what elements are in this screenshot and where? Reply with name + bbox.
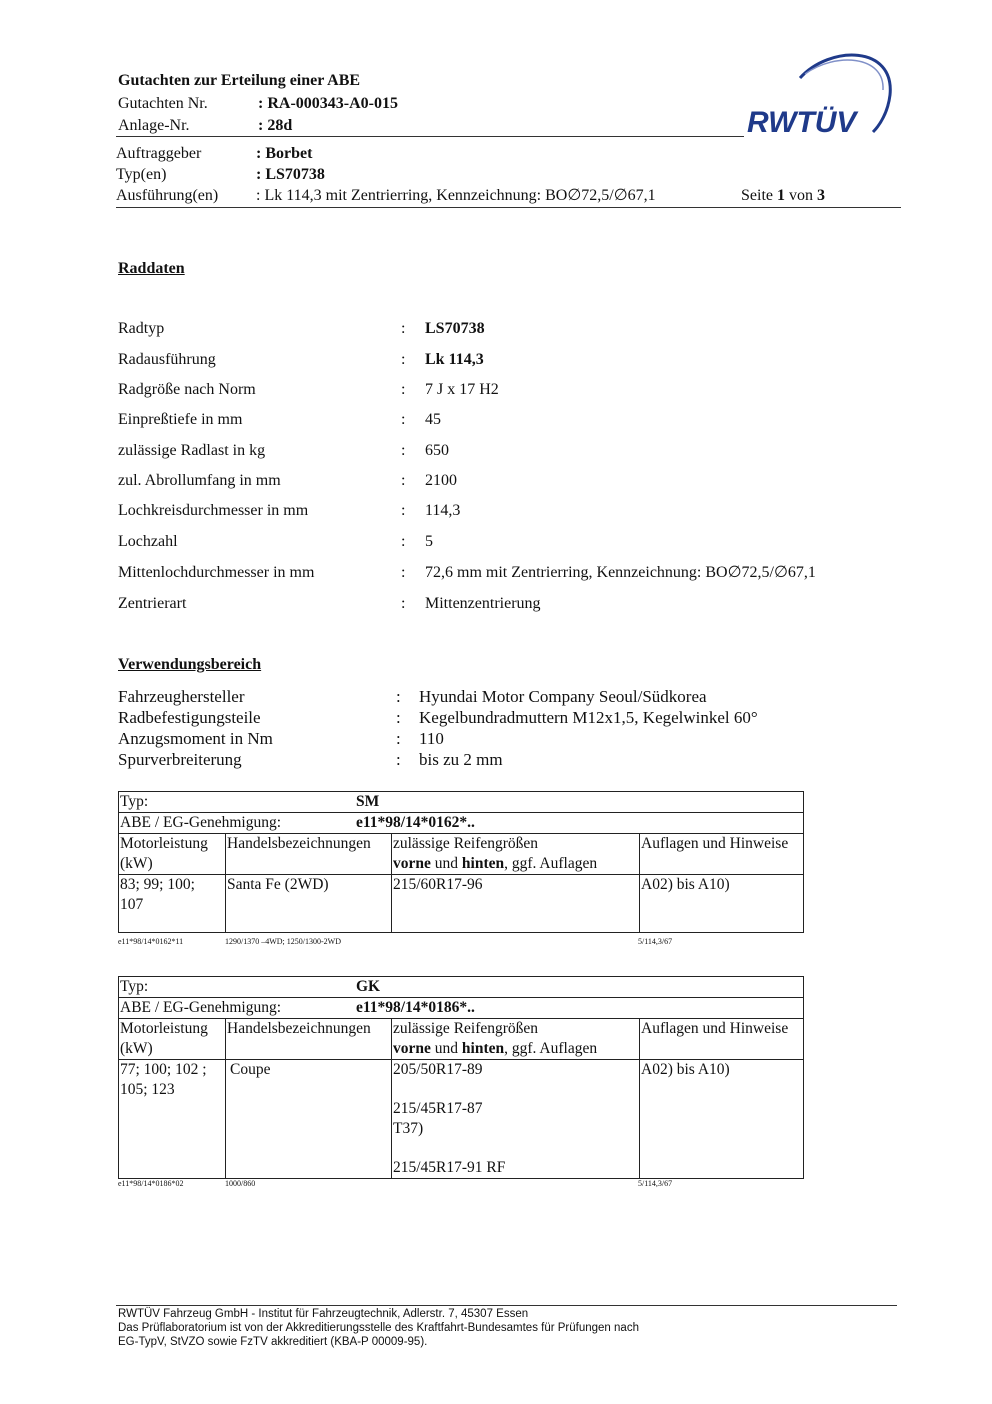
tyre-size: 215/45R17-91 RF <box>393 1159 506 1176</box>
row-colon: : <box>401 472 406 489</box>
col-reifen-header <box>392 834 640 875</box>
footer-line: Das Prüflaboratorium ist von der Akkreditierungsstelle des Kraftfahrt-Bundesamtes für Prüfungen nach <box>118 1322 639 1334</box>
typ-label: Typ: <box>120 978 149 995</box>
cell-text: Coupe <box>230 1061 271 1078</box>
row-label: Radgröße nach Norm <box>118 381 256 398</box>
row-value: Mittenzentrierung <box>425 595 541 612</box>
row-value: 45 <box>425 411 441 428</box>
row-label: Radausführung <box>118 351 216 368</box>
footer-line: EG-TypV, StVZO sowie FzTV akkreditiert (KBA-P 00009-95). <box>118 1336 428 1348</box>
table-footnote: 1000/860 <box>225 1179 256 1188</box>
anlage-row <box>118 115 292 136</box>
row-value: bis zu 2 mm <box>419 750 503 769</box>
row-colon: : <box>401 533 406 550</box>
footer-divider <box>116 1305 897 1306</box>
col-header-text: Motorleistung <box>120 835 208 852</box>
row-colon: : <box>401 502 406 519</box>
cell-text: 83; 99; 100; <box>120 876 195 893</box>
tyre-size: 205/50R17-89 <box>393 1061 483 1078</box>
row-value: 110 <box>419 729 444 748</box>
cell-text: 107 <box>120 896 144 913</box>
row-label: zulässige Radlast in kg <box>118 442 266 459</box>
table-footnote: e11*98/14*0186*02 <box>118 1179 184 1188</box>
logo-text: RWTÜV <box>747 106 857 139</box>
col-motor-header <box>119 834 226 875</box>
col-header-text: Motorleistung <box>120 1020 208 1037</box>
cell-text: 77; 100; 102 ; <box>120 1061 207 1078</box>
abe-label: ABE / EG-Genehmigung: <box>120 814 282 831</box>
row-label: Lochkreisdurchmesser in mm <box>118 502 309 519</box>
row-value: Hyundai Motor Company Seoul/Südkorea <box>419 687 707 706</box>
table-footnote: 5/114,3/67 <box>638 937 673 946</box>
ausfuehrung-label: Ausführung(en) <box>116 187 219 204</box>
typ-value: SM <box>356 793 380 810</box>
row-label: Fahrzeughersteller <box>118 687 245 706</box>
row-value: 2100 <box>425 472 457 489</box>
anlage-value: : 28d <box>258 117 293 134</box>
row-colon: : <box>401 595 406 612</box>
row-label: Mittenlochdurchmesser in mm <box>118 564 315 581</box>
row-value: 5 <box>425 533 433 550</box>
row-value: LS70738 <box>425 320 485 337</box>
typen-value: : LS70738 <box>256 166 325 183</box>
cell-text: 105; 123 <box>120 1081 175 1098</box>
col-handel-header: Handelsbezeichnungen <box>226 834 392 875</box>
table-footnote: e11*98/14*0162*11 <box>118 937 184 946</box>
handel-cell: Santa Fe (2WD) <box>226 875 392 933</box>
auftraggeber-value: : Borbet <box>256 145 313 162</box>
row-value: 72,6 mm mit Zentrierring, Kennzeichnung: BO∅72,5/∅67,1 <box>425 564 816 581</box>
abe-label: ABE / EG-Genehmigung: <box>120 999 282 1016</box>
auflagen-cell: A02) bis A10) <box>640 1060 804 1179</box>
typ-value: GK <box>356 978 381 995</box>
typ-cell <box>119 792 804 813</box>
typen-label: Typ(en) <box>116 166 167 183</box>
ausfuehrung-row <box>116 186 656 206</box>
gutachten-value: : RA-000343-A0-015 <box>258 95 398 112</box>
row-colon: : <box>396 750 401 769</box>
verwendung-heading: Verwendungsbereich <box>118 656 262 673</box>
row-colon: : <box>396 729 401 748</box>
col-motor-header <box>119 1019 226 1060</box>
row-label: Lochzahl <box>118 533 178 550</box>
auftraggeber-label: Auftraggeber <box>116 145 202 162</box>
col-header-hinten: hinten <box>461 855 505 872</box>
row-label: Radtyp <box>118 320 165 337</box>
row-label: Radbefestigungsteile <box>118 708 261 727</box>
col-header-rest: , ggf. Auflagen <box>504 1040 598 1057</box>
rwtuev-logo <box>745 50 895 142</box>
row-value: 650 <box>425 442 449 459</box>
row-label: Einpreßtiefe in mm <box>118 411 243 428</box>
row-colon: : <box>401 320 406 337</box>
row-colon: : <box>401 564 406 581</box>
col-auflagen-header: Auflagen und Hinweise <box>640 1019 804 1060</box>
header-bottom-divider <box>116 207 901 208</box>
approval-table-sm <box>118 791 804 933</box>
col-header-text: zulässige Reifengrößen <box>393 1020 539 1037</box>
col-header-und: und <box>430 855 462 872</box>
header-divider <box>116 136 744 137</box>
ausfuehrung-value: : Lk 114,3 mit Zentrierring, Kennzeichnung: BO∅72,5/∅67,1 <box>256 187 656 204</box>
col-header-text: zulässige Reifengrößen <box>393 835 539 852</box>
typen-row <box>116 165 325 185</box>
col-header-text: (kW) <box>120 1040 153 1057</box>
typ-label: Typ: <box>120 793 149 810</box>
col-auflagen-header: Auflagen und Hinweise <box>640 834 804 875</box>
document-title: Gutachten zur Erteilung einer ABE <box>118 72 361 89</box>
page-mid: von <box>785 187 817 204</box>
col-header-hinten: hinten <box>461 1040 505 1057</box>
page-prefix: Seite <box>741 187 777 204</box>
table-row <box>119 813 804 834</box>
table-row <box>119 977 804 998</box>
row-value: Kegelbundradmuttern M12x1,5, Kegelwinkel 60° <box>419 708 758 727</box>
row-label: Anzugsmoment in Nm <box>118 729 273 748</box>
table-header-row <box>119 834 804 875</box>
abe-cell <box>119 813 804 834</box>
table-footnote: 1290/1370 –4WD; 1250/1300-2WD <box>225 937 341 946</box>
col-reifen-header <box>392 1019 640 1060</box>
abe-value: e11*98/14*0186*.. <box>356 999 475 1016</box>
table-header-row <box>119 1019 804 1060</box>
row-colon: : <box>396 687 401 706</box>
approval-table-gk <box>118 976 804 1179</box>
col-header-vorne: vorne <box>393 855 431 872</box>
raddaten-heading: Raddaten <box>118 260 185 277</box>
row-colon: : <box>401 411 406 428</box>
row-colon: : <box>401 442 406 459</box>
motor-cell <box>119 875 226 933</box>
reifen-cell: 215/60R17-96 <box>392 875 640 933</box>
col-header-rest: , ggf. Auflagen <box>504 855 598 872</box>
col-header-vorne: vorne <box>393 1040 431 1057</box>
row-label: Spurverbreiterung <box>118 750 242 769</box>
table-footnote: 5/114,3/67 <box>638 1179 673 1188</box>
row-value: 7 J x 17 H2 <box>425 381 499 398</box>
row-colon: : <box>401 351 406 368</box>
row-value: 114,3 <box>425 502 461 519</box>
row-label: Zentrierart <box>118 595 187 612</box>
auflagen-cell: A02) bis A10) <box>640 875 804 933</box>
tyre-size: 215/45R17-87 <box>393 1100 483 1117</box>
abe-value: e11*98/14*0162*.. <box>356 814 475 831</box>
page-indicator <box>741 186 825 206</box>
gutachten-label: Gutachten Nr. <box>118 95 208 112</box>
page-total: 3 <box>817 187 825 204</box>
table-row <box>119 1060 804 1179</box>
col-header-text: (kW) <box>120 855 153 872</box>
page-number: 1 <box>777 187 785 204</box>
reifen-cell <box>392 1060 640 1179</box>
col-header-und: und <box>430 1040 462 1057</box>
footer-line: RWTÜV Fahrzeug GmbH - Institut für Fahrzeugtechnik, Adlerstr. 7, 45307 Essen <box>118 1308 529 1320</box>
tyre-note: T37) <box>393 1120 424 1137</box>
table-row <box>119 875 804 933</box>
anlage-label: Anlage-Nr. <box>118 117 190 134</box>
motor-cell <box>119 1060 226 1179</box>
col-handel-header: Handelsbezeichnungen <box>226 1019 392 1060</box>
abe-cell <box>119 998 804 1019</box>
row-value: Lk 114,3 <box>425 351 484 368</box>
row-colon: : <box>396 708 401 727</box>
auftraggeber-row <box>116 144 312 164</box>
handel-cell <box>226 1060 392 1179</box>
table-row <box>119 998 804 1019</box>
gutachten-row <box>118 93 398 114</box>
row-label: zul. Abrollumfang in mm <box>118 472 281 489</box>
row-colon: : <box>401 381 406 398</box>
typ-cell <box>119 977 804 998</box>
table-row <box>119 792 804 813</box>
